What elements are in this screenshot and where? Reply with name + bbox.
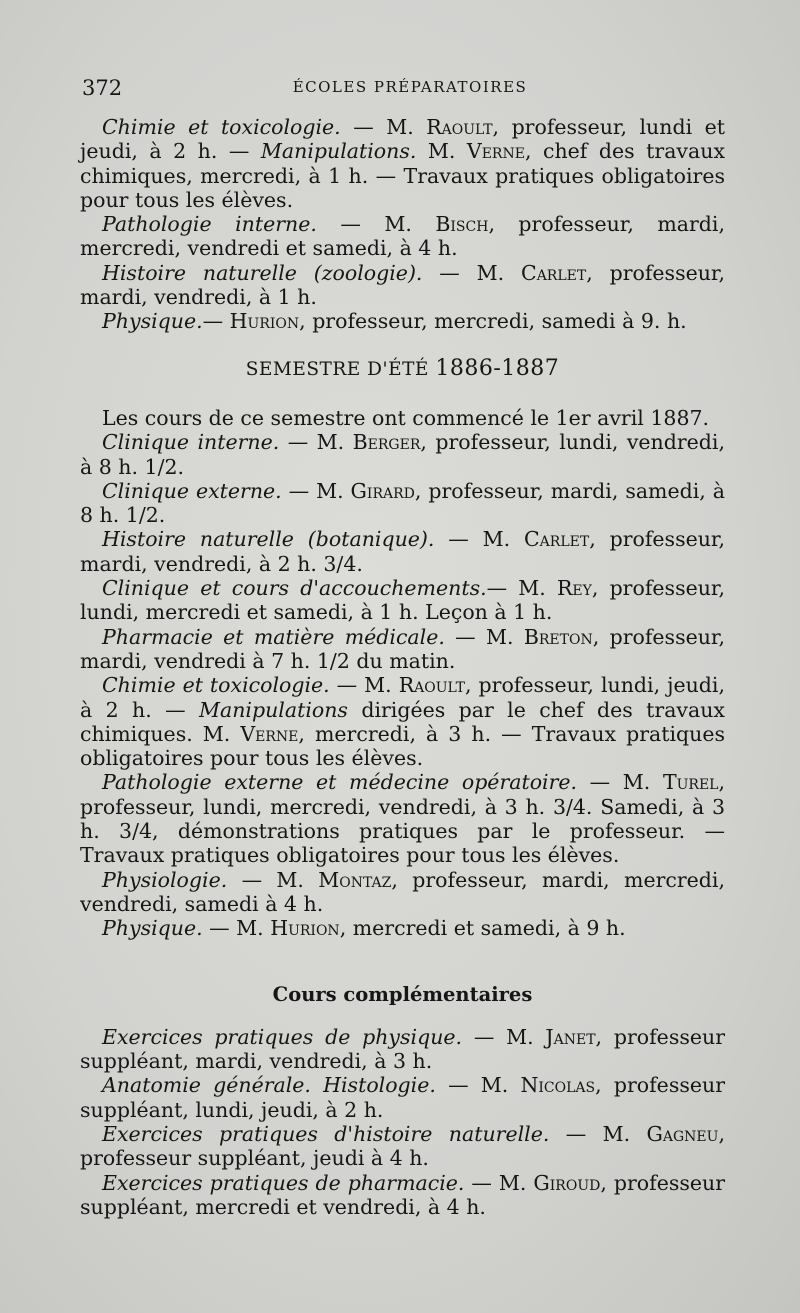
- course-text: —: [202, 309, 230, 334]
- course-subject: Exercices pratiques de physique.: [102, 1024, 463, 1049]
- course-text: — M.: [281, 478, 351, 503]
- course-subject: Physique.: [102, 309, 203, 334]
- course-subject: Pathologie externe et médecine opératoire.: [102, 770, 578, 795]
- professor-name: Gagneu: [646, 1121, 719, 1146]
- professor-name: Verne: [240, 721, 299, 746]
- course-subject: Manipulations.: [260, 139, 417, 164]
- summer-intro: Les cours de ce semestre ont commencé le 1er avril 1887.: [102, 405, 710, 430]
- course-subject: Histoire naturelle (zoologie).: [102, 260, 423, 285]
- course-entry: [80, 115, 725, 212]
- professor-name: Carlet: [524, 527, 590, 552]
- course-text: — M.: [202, 916, 271, 941]
- course-details: , professeur suppléant, jeudi à 4 h.: [80, 1121, 725, 1171]
- course-subject: Clinique et cours d'accouchements.: [102, 576, 487, 601]
- professor-name: Turel: [662, 770, 719, 795]
- course-subject: Pathologie interne.: [102, 212, 317, 237]
- course-text: — M.: [329, 673, 399, 698]
- course-details: , professeur, mercredi, samedi à 9. h.: [299, 309, 687, 334]
- course-entry: [80, 212, 725, 261]
- course-text: — M.: [549, 1121, 647, 1146]
- professor-name: Rey: [556, 576, 592, 601]
- course-entry: [80, 916, 725, 940]
- course-subject: Chimie et toxicologie.: [102, 673, 330, 698]
- course-text: — M.: [462, 1024, 546, 1049]
- course-subject: Manipulations: [199, 697, 348, 722]
- course-entry: [80, 430, 725, 479]
- professor-name: Nicolas: [520, 1073, 596, 1098]
- professor-name: Janet: [545, 1024, 596, 1049]
- course-entry: [80, 673, 725, 770]
- summer-section-title: SEMESTRE D'ÉTÉ 1886-1887: [245, 355, 560, 381]
- course-entry: [80, 576, 725, 625]
- complementary-course-list: [80, 1025, 725, 1219]
- professor-name: Berger: [352, 430, 421, 455]
- course-text: — M.: [444, 624, 524, 649]
- professor-name: Verne: [466, 139, 525, 164]
- course-entry: [80, 770, 725, 867]
- professor-name: Girard: [350, 478, 415, 503]
- course-entry: [80, 1025, 725, 1074]
- course-entry: [80, 1122, 725, 1171]
- course-details: , professeur suppléant, mardi, vendredi, à 3 h.: [80, 1024, 725, 1074]
- course-text: — M.: [227, 867, 319, 892]
- page-number: 372: [82, 76, 123, 100]
- course-text: — M.: [340, 115, 427, 139]
- professor-name: Bisch: [435, 212, 489, 237]
- course-details: , professeur, lundi et jeudi, à 2 h. —: [80, 115, 725, 164]
- course-details: , professeur suppléant, mercredi et vendredi, à 4 h.: [80, 1170, 725, 1219]
- course-text: — M.: [434, 527, 524, 552]
- professor-name: Carlet: [521, 260, 587, 285]
- course-subject: Anatomie générale. Histologie.: [102, 1073, 436, 1098]
- course-text: — M.: [486, 576, 557, 601]
- course-details: , professeur, mardi, samedi, à 8 h. 1/2.: [80, 478, 725, 528]
- course-subject: Histoire naturelle (botanique).: [102, 527, 435, 552]
- course-subject: Physique.: [102, 916, 203, 941]
- page-body: [80, 115, 725, 1219]
- course-entry: [80, 625, 725, 674]
- professor-name: Hurion: [229, 309, 300, 334]
- summer-course-list: [80, 430, 725, 940]
- course-details: , mercredi, à 3 h. — Travaux pratiques obligatoires pour tous les élèves.: [80, 721, 725, 771]
- course-details: , professeur, mardi, mercredi, vendredi et samedi, à 4 h.: [80, 212, 725, 261]
- professor-name: Breton: [523, 624, 593, 649]
- course-entry: [80, 868, 725, 917]
- course-details: , professeur, mardi, vendredi, à 2 h. 3/4.: [80, 527, 725, 576]
- course-subject: Chimie et toxicologie.: [102, 115, 341, 139]
- course-details: , professeur, mardi, vendredi à 7 h. 1/2 du matin.: [80, 624, 725, 673]
- course-details: , professeur, lundi, mercredi et samedi, à 1 h. Leçon à 1 h.: [80, 576, 725, 625]
- course-details: , professeur, lundi, vendredi, à 8 h. 1/2.: [80, 430, 726, 479]
- course-entry: [80, 309, 725, 333]
- professor-name: Montaz: [318, 867, 392, 892]
- complementary-title: Cours complémentaires: [272, 982, 533, 1006]
- course-subject: Exercices pratiques de pharmacie.: [102, 1170, 465, 1195]
- course-entry: [80, 527, 725, 576]
- running-title: ÉCOLES PRÉPARATOIRES: [292, 78, 528, 96]
- course-details: , professeur, lundi, jeudi, à 2 h. —: [80, 673, 725, 722]
- course-entry: [80, 261, 725, 310]
- professor-name: Hurion: [270, 916, 340, 941]
- course-text: M.: [416, 139, 467, 164]
- course-text: dirigées par le chef des travaux chimiques. M.: [80, 697, 725, 746]
- course-entry: [80, 479, 725, 528]
- winter-course-list: [80, 115, 725, 334]
- course-text: — M.: [422, 260, 522, 285]
- professor-name: Raoult: [398, 673, 466, 698]
- course-entry: [80, 1171, 725, 1220]
- course-details: , chef des travaux chimiques, mercredi, à 1 h. — Travaux pratiques obligatoires pour tous les élèves.: [80, 139, 726, 212]
- course-details: , professeur suppléant, lundi, jeudi, à 2 h.: [80, 1073, 725, 1122]
- course-text: — M.: [577, 770, 663, 795]
- professor-name: Raoult: [426, 115, 493, 139]
- course-details: , professeur, mardi, vendredi, à 1 h.: [80, 260, 725, 310]
- course-subject: Physiologie.: [102, 867, 228, 892]
- course-text: — M.: [316, 212, 436, 237]
- course-entry: [80, 1073, 725, 1122]
- course-details: , mercredi et samedi, à 9 h.: [339, 916, 626, 941]
- page-header: [80, 76, 740, 102]
- course-details: , professeur, lundi, mercredi, vendredi, à 3 h. 3/4. Samedi, à 3 h. 3/4, démonstrations pratiques par le professeur. — Travaux pratiques obligatoires pour tous les élèves.: [80, 770, 726, 868]
- course-text: — M.: [464, 1170, 534, 1195]
- course-subject: Clinique interne.: [102, 430, 280, 455]
- course-subject: Pharmacie et matière médicale.: [102, 624, 445, 649]
- course-text: — M.: [435, 1073, 521, 1098]
- course-subject: Clinique externe.: [102, 478, 282, 503]
- course-details: , professeur, mardi, mercredi, vendredi, samedi à 4 h.: [80, 867, 725, 916]
- course-text: — M.: [279, 430, 353, 455]
- professor-name: Giroud: [533, 1170, 601, 1195]
- course-subject: Exercices pratiques d'histoire naturelle.: [102, 1121, 550, 1146]
